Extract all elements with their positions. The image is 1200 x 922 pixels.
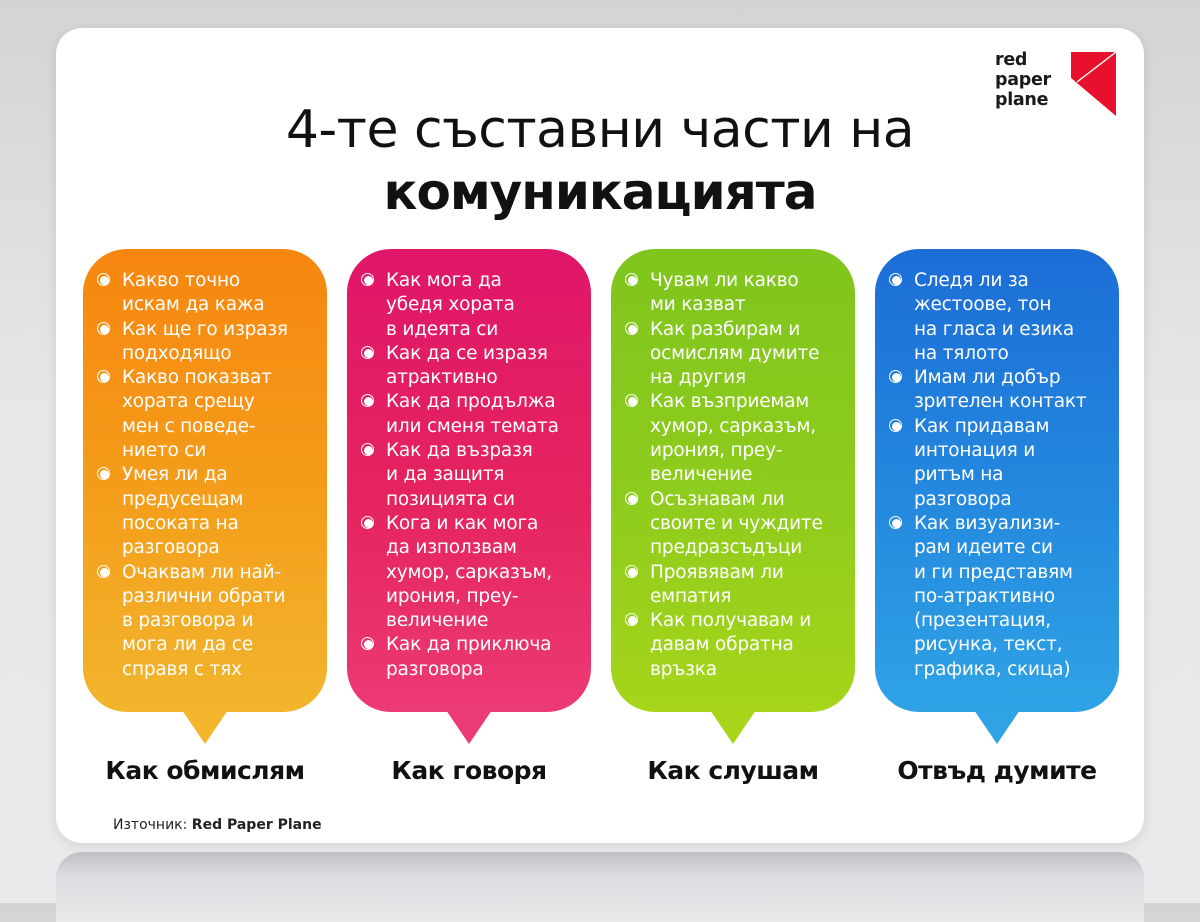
bubble-tail — [974, 710, 1020, 744]
item-text: Чувам ли какво ми казват — [650, 270, 799, 316]
bullet-icon — [364, 276, 373, 285]
list-item — [625, 561, 845, 610]
bullet-icon — [100, 325, 109, 334]
logo-line-paper: paper — [995, 70, 1051, 90]
item-text: Как възприемам хумор, сарказъм, ирония, преу- величение — [650, 391, 816, 486]
item-text: Имам ли добър зрителен контакт — [914, 367, 1087, 413]
list-beyond-words — [889, 269, 1109, 682]
logo-line-plane: plane — [995, 90, 1049, 110]
item-text: Как ще го изразя подходящо — [122, 318, 288, 364]
list-item — [97, 463, 317, 560]
item-text: Следя ли за жестоове, тон на гласа и езика на тялото — [914, 270, 1075, 364]
bullet-icon — [100, 568, 109, 577]
bullet-icon — [364, 640, 373, 649]
bullet-icon — [364, 397, 373, 406]
bubble-thinking — [83, 249, 327, 712]
item-text: Как да приключа разговора — [386, 634, 552, 680]
bullet-icon — [892, 276, 901, 285]
source-prefix: Източник: — [113, 817, 192, 833]
list-item — [97, 269, 317, 318]
column-label-beyond-words: Отвъд думите — [897, 756, 1097, 785]
list-speaking — [361, 269, 581, 682]
item-text: Как да се изразя атрактивно — [386, 342, 548, 389]
column-label-listening: Как слушам — [647, 756, 819, 785]
item-text: Как да възразя и да защитя позицията си — [386, 440, 533, 510]
list-item — [361, 342, 581, 391]
item-text: Очаквам ли най- различни обрати в разговора и мога ли да се справя с тях — [122, 561, 286, 680]
list-item — [97, 561, 317, 682]
item-text: Как разбирам и осмислям думите на другия — [650, 318, 820, 389]
bullet-icon — [100, 373, 109, 382]
title-line-1: 4-те съставни части на — [285, 100, 915, 160]
list-item — [361, 633, 581, 682]
list-item — [889, 512, 1109, 682]
list-item — [625, 488, 845, 561]
bullet-icon — [364, 519, 373, 528]
bullet-icon — [628, 276, 637, 285]
list-item — [625, 609, 845, 682]
item-text: Как придавам интонация и ритъм на разговора — [914, 415, 1050, 510]
bullet-icon — [628, 616, 637, 625]
bullet-icon — [100, 470, 109, 479]
item-text: Как мога да убедя хората в идеята си — [386, 270, 515, 340]
bullet-icon — [628, 325, 637, 334]
source-name: Red Paper Plane — [191, 817, 322, 833]
item-text: Умея ли да предусещам посоката на разговора — [122, 464, 244, 559]
column-label-speaking: Как говоря — [391, 756, 547, 785]
item-text: Проявявам ли емпатия — [650, 561, 784, 607]
bullet-icon — [892, 422, 901, 431]
bubble-tail — [182, 710, 228, 744]
item-text: Осъзнавам ли своите и чуждите предразсъдъци — [650, 488, 823, 559]
list-item — [889, 269, 1109, 366]
item-text: Как визуализи- рам идеите си и ги представям по-атрактивно (презентация, рисунка, текст, графика, скица) — [914, 512, 1073, 680]
column-label-thinking: Как обмислям — [105, 756, 305, 785]
bullet-icon — [628, 568, 637, 577]
bubble-listening — [611, 249, 855, 712]
bullet-icon — [628, 495, 637, 504]
list-item — [625, 269, 845, 318]
title-line-2: комуникацията — [383, 163, 817, 221]
item-text: Кога и как мога да използвам хумор, сарказъм, ирония, преу- величение — [386, 512, 552, 632]
card-reflection — [56, 852, 1144, 922]
list-item — [889, 415, 1109, 512]
list-item — [625, 390, 845, 487]
logo-line-red: red — [995, 50, 1028, 70]
bullet-icon — [892, 519, 901, 528]
bullet-icon — [100, 276, 109, 285]
bullet-icon — [364, 446, 373, 455]
item-text: Какво точно искам да кажа — [122, 270, 265, 316]
bubble-tail — [446, 710, 492, 744]
list-item — [361, 269, 581, 342]
list-thinking — [97, 269, 317, 682]
bullet-icon — [892, 373, 901, 382]
list-listening — [625, 269, 845, 682]
item-text: Как получавам и давам обратна връзка — [650, 610, 812, 680]
item-text: Как да продължа или сменя темата — [386, 391, 559, 437]
list-item — [361, 439, 581, 512]
bubble-beyond-words — [875, 249, 1119, 712]
list-item — [625, 318, 845, 391]
list-item — [889, 366, 1109, 415]
item-text: Какво показват хората срещу мен с поведе- нието си — [122, 367, 272, 462]
list-item — [97, 318, 317, 367]
bubble-speaking — [347, 249, 591, 712]
list-item — [361, 512, 581, 633]
list-item — [97, 366, 317, 463]
source-note — [113, 817, 322, 833]
bullet-icon — [628, 397, 637, 406]
bubble-tail — [710, 710, 756, 744]
bullet-icon — [364, 349, 373, 358]
list-item — [361, 390, 581, 439]
